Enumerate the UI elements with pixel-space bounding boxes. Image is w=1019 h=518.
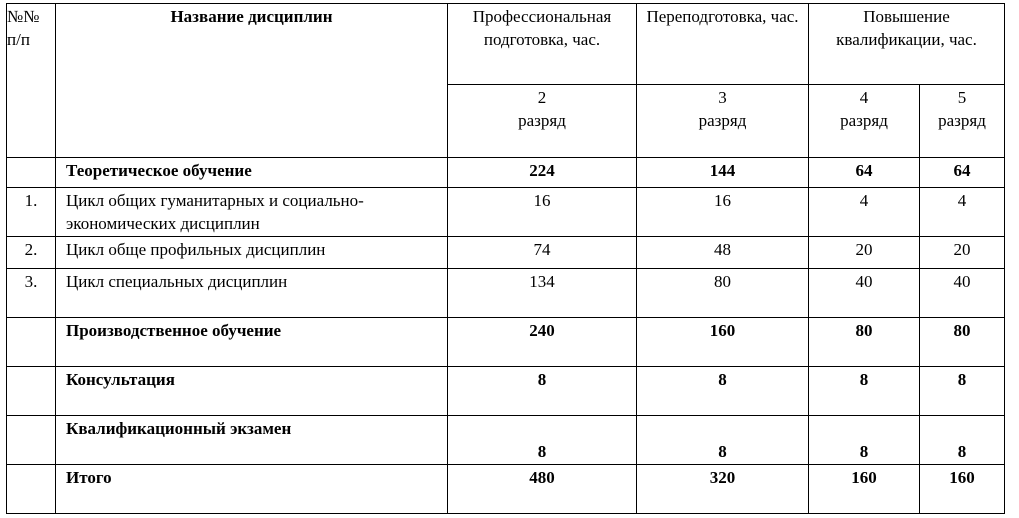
row-value: 20 <box>809 236 920 268</box>
row-num <box>7 464 56 513</box>
row-name: Цикл специальных дисциплин <box>56 268 448 317</box>
row-num <box>7 366 56 415</box>
row-value: 80 <box>920 317 1005 366</box>
grade-num: 3 <box>718 88 727 107</box>
row-value: 80 <box>809 317 920 366</box>
header-name-cell <box>56 4 448 158</box>
row-value: 16 <box>448 188 637 237</box>
row-num <box>7 415 56 464</box>
header-prof-cell <box>448 4 637 85</box>
row-value: 8 <box>809 415 920 464</box>
row-value: 8 <box>448 366 637 415</box>
row-value: 80 <box>637 268 809 317</box>
table-row <box>7 268 1005 317</box>
row-num: 1. <box>7 188 56 237</box>
table-row <box>7 415 1005 464</box>
grade-num: 2 <box>537 88 547 107</box>
row-value: 240 <box>448 317 637 366</box>
grade-label: разряд <box>938 110 986 130</box>
row-name: Итого <box>56 464 448 513</box>
grade-label: разряд <box>840 110 888 130</box>
header-retrain-cell <box>637 4 809 85</box>
row-value: 40 <box>920 268 1005 317</box>
row-value: 160 <box>637 317 809 366</box>
row-value: 320 <box>637 464 809 513</box>
disciplines-table <box>6 3 1005 514</box>
grade-cell <box>920 85 1005 158</box>
row-name: Консультация <box>56 366 448 415</box>
row-value: 480 <box>448 464 637 513</box>
table-row <box>7 464 1005 513</box>
row-num <box>7 158 56 188</box>
row-value: 8 <box>920 366 1005 415</box>
row-value: 40 <box>809 268 920 317</box>
row-value: 8 <box>920 415 1005 464</box>
row-value: 8 <box>637 366 809 415</box>
header-prof: Профессиональная подготовка, час. <box>472 7 612 49</box>
row-value: 64 <box>809 158 920 188</box>
table-row <box>7 366 1005 415</box>
row-value: 4 <box>920 188 1005 237</box>
row-value: 160 <box>809 464 920 513</box>
header-num: №№ п/п <box>7 7 40 49</box>
row-value: 48 <box>637 236 809 268</box>
row-value: 8 <box>809 366 920 415</box>
header-qual-cell <box>809 4 1005 85</box>
table-row <box>7 317 1005 366</box>
grade-num: 4 <box>859 88 869 107</box>
row-name: Цикл обще профильных дисциплин <box>56 236 448 268</box>
row-value: 20 <box>920 236 1005 268</box>
header-retrain: Переподготовка, час. <box>646 7 799 26</box>
row-value: 4 <box>809 188 920 237</box>
table-row <box>7 236 1005 268</box>
row-value: 224 <box>448 158 637 188</box>
row-name: Цикл общих гуманитарных и социально-экономических дисциплин <box>56 188 448 237</box>
row-num: 3. <box>7 268 56 317</box>
row-value: 16 <box>637 188 809 237</box>
header-name: Название дисциплин <box>170 7 333 26</box>
row-name: Теоретическое обучение <box>56 158 448 188</box>
header-num-cell <box>7 4 56 158</box>
grade-label: разряд <box>518 110 566 130</box>
table-row <box>7 158 1005 188</box>
grade-cell <box>809 85 920 158</box>
grade-cell <box>448 85 637 158</box>
grade-label: разряд <box>698 110 747 130</box>
header-qual: Повышение квалификации, час. <box>836 7 977 49</box>
row-name: Квалификационный экзамен <box>56 415 448 464</box>
grade-num: 5 <box>957 88 967 107</box>
grade-cell <box>637 85 809 158</box>
row-value: 64 <box>920 158 1005 188</box>
row-value: 160 <box>920 464 1005 513</box>
table-row <box>7 188 1005 237</box>
row-value: 144 <box>637 158 809 188</box>
row-value: 134 <box>448 268 637 317</box>
row-num <box>7 317 56 366</box>
row-value: 74 <box>448 236 637 268</box>
row-num: 2. <box>7 236 56 268</box>
row-value: 8 <box>448 415 637 464</box>
row-name: Производственное обучение <box>56 317 448 366</box>
row-value: 8 <box>637 415 809 464</box>
